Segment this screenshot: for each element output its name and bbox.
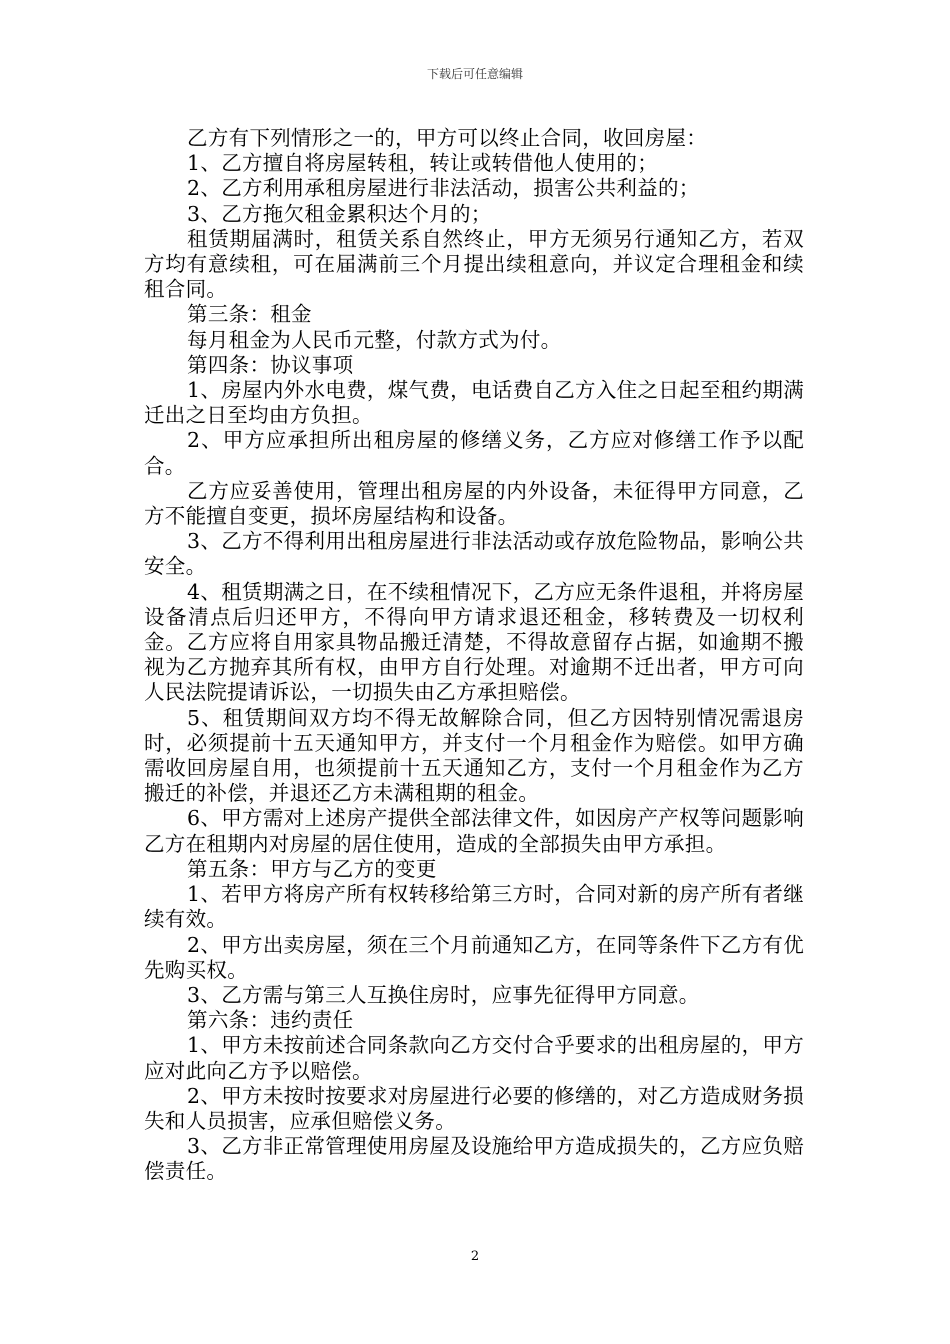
page-number: 2 bbox=[470, 1249, 480, 1264]
paragraph: 5、租赁期间双方均不得无故解除合同，但乙方因特别情况需退房时，必须提前十五天通知甲方，并支付一个月租金作为赔偿。如甲方确需收回房屋自用，也须提前十五天通知乙方，支付一个月租金作为乙方搬迁的补偿，并退还乙方未满租期的租金。 bbox=[144, 705, 804, 806]
document-body bbox=[144, 126, 804, 1185]
paragraph: 乙方应妥善使用，管理出租房屋的内外设备，未征得甲方同意，乙方不能擅自变更，损坏房屋结构和设备。 bbox=[144, 478, 804, 529]
paragraph: 2、甲方应承担所出租房屋的修缮义务，乙方应对修缮工作予以配合。 bbox=[144, 428, 804, 478]
paragraph: 3、乙方拖欠租金累积达个月的； bbox=[187, 201, 492, 226]
paragraph: 3、乙方不得利用出租房屋进行非法活动或存放危险物品，影响公共安全。 bbox=[144, 529, 804, 579]
paragraph: 3、乙方需与第三人互换住房时，应事先征得甲方同意。 bbox=[187, 982, 700, 1007]
paragraph: 3、乙方非正常管理使用房屋及设施给甲方造成损失的，乙方应负赔偿责任。 bbox=[144, 1134, 804, 1184]
paragraph: 2、乙方利用承租房屋进行非法活动，损害公共利益的； bbox=[187, 176, 700, 201]
paragraph: 每月租金为人民币元整，付款方式为付。 bbox=[187, 327, 562, 352]
section-heading: 第四条：协议事项 bbox=[187, 352, 354, 377]
paragraph: 1、乙方擅自将房屋转租，转让或转借他人使用的； bbox=[187, 151, 658, 176]
paragraph: 1、甲方未按前述合同条款向乙方交付合乎要求的出租房屋的，甲方应对此向乙方予以赔偿。 bbox=[144, 1033, 804, 1083]
section-heading: 第五条：甲方与乙方的变更 bbox=[187, 856, 437, 881]
paragraph: 租赁期届满时，租赁关系自然终止，甲方无须另行通知乙方，若双方均有意续租，可在届满前三个月提出续租意向，并议定合理租金和续租合同。 bbox=[144, 226, 804, 302]
section-heading: 第六条：违约责任 bbox=[187, 1008, 354, 1033]
paragraph: 1、若甲方将房产所有权转移给第三方时，合同对新的房产所有者继续有效。 bbox=[144, 882, 804, 932]
page-header: 下载后可任意编辑 bbox=[426, 67, 523, 81]
paragraph: 2、甲方未按时按要求对房屋进行必要的修缮的，对乙方造成财务损失和人员损害，应承但赔偿义务。 bbox=[144, 1083, 804, 1133]
paragraph: 4、租赁期满之日，在不续租情况下，乙方应无条件退租，并将房屋设备清点后归还甲方，不得向甲方请求退还租金，移转费及一切权利金。乙方应将自用家具物品搬迁清楚，不得故意留存占据，如逾期不搬视为乙方抛弃其所有权，由甲方自行处理。对逾期不迁出者，甲方可向人民法院提请诉讼，一切损失由乙方承担赔偿。 bbox=[144, 579, 804, 705]
paragraph: 乙方有下列情形之一的，甲方可以终止合同，收回房屋： bbox=[187, 126, 708, 150]
paragraph: 1、房屋内外水电费，煤气费，电话费自乙方入住之日起至租约期满迁出之日至均由方负担。 bbox=[144, 378, 804, 428]
section-heading: 第三条：租金 bbox=[187, 302, 312, 327]
paragraph: 2、甲方出卖房屋，须在三个月前通知乙方，在同等条件下乙方有优先购买权。 bbox=[144, 932, 804, 982]
paragraph: 6、甲方需对上述房产提供全部法律文件，如因房产产权等问题影响乙方在租期内对房屋的居住使用，造成的全部损失由甲方承担。 bbox=[144, 806, 804, 856]
